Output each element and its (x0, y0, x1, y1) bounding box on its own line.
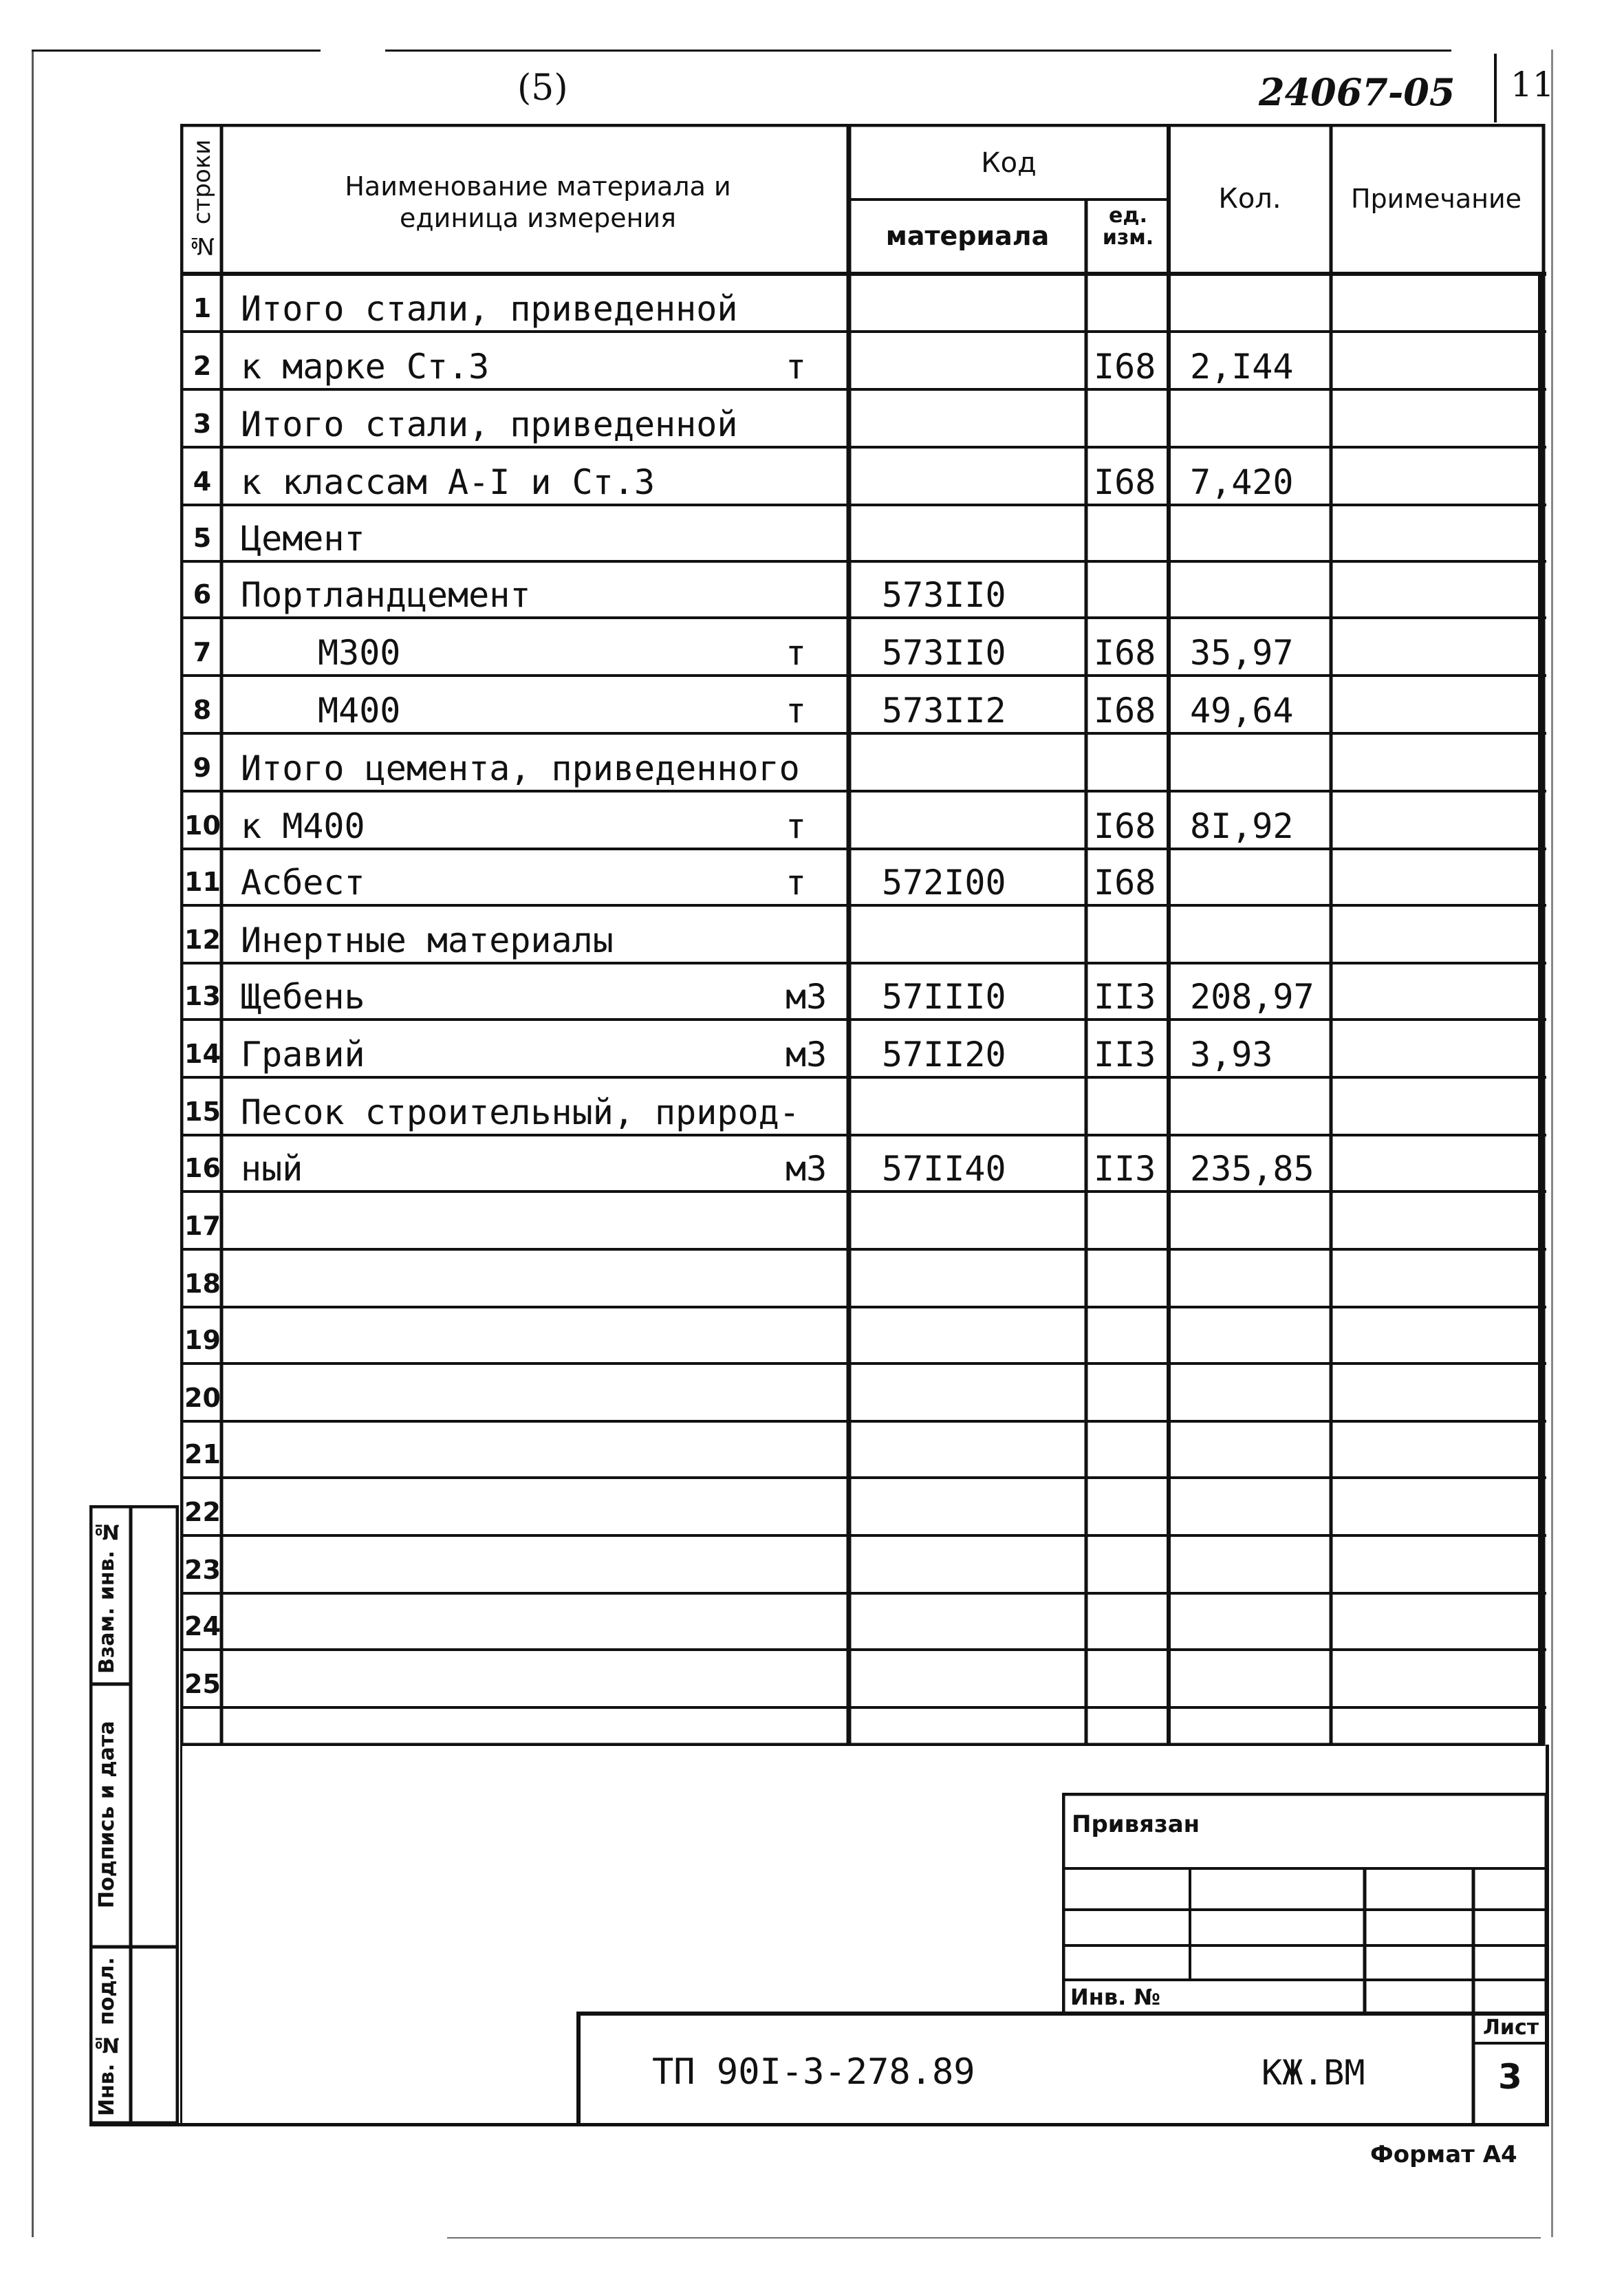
table-row (180, 1307, 1546, 1363)
table-row (180, 389, 1546, 447)
material-unit: м3 (786, 1149, 827, 1189)
title-block-main (576, 2012, 1549, 2126)
quantity: 2,I44 (1190, 347, 1294, 387)
quantity: 3,93 (1190, 1035, 1273, 1075)
material-name: М400 (318, 691, 401, 731)
table-row (180, 1478, 1546, 1535)
material-name: к классам А-I и Ст.3 (241, 462, 656, 502)
table-row (180, 447, 1546, 505)
material-unit: т (786, 633, 807, 673)
col-header-row-no: № строки (188, 139, 216, 260)
material-name: Цемент (241, 519, 365, 559)
row-number: 11 (184, 867, 221, 897)
stamp-podpis-data: Подпись и дата (95, 1721, 119, 1909)
table-row (180, 505, 1546, 561)
col-header-note: Примечание (1350, 184, 1522, 214)
table-row (180, 849, 1546, 905)
row-number: 24 (184, 1611, 221, 1641)
row-number: 7 (193, 637, 212, 667)
table-row (180, 1593, 1546, 1650)
material-unit: т (786, 863, 807, 903)
row-number: 21 (184, 1439, 221, 1469)
quantity: 8I,92 (1190, 806, 1294, 846)
privyazan-label: Привязан (1072, 1811, 1200, 1838)
col-header-code-material: материала (885, 221, 1050, 251)
row-number: 5 (193, 523, 212, 553)
table-row (180, 1535, 1546, 1593)
row-number: 10 (184, 810, 221, 841)
material-code: 57III0 (882, 977, 1006, 1017)
material-name: Итого стали, приведенной (241, 289, 738, 329)
row-number: 17 (184, 1211, 221, 1241)
material-code: 572I00 (882, 863, 1006, 903)
material-code: 57II40 (882, 1149, 1006, 1189)
table-row (180, 1650, 1546, 1707)
doc-number: ТП 90I-3-278.89 (652, 2051, 975, 2093)
material-name: к марке Ст.3 (241, 347, 490, 387)
row-number: 20 (184, 1383, 221, 1413)
table-row (180, 676, 1546, 733)
unit-code: II3 (1094, 977, 1156, 1017)
handwritten-doc-code: 24067-05 (1259, 70, 1455, 114)
table-row (180, 332, 1546, 389)
row-number: 9 (193, 753, 212, 783)
table-row (180, 1135, 1546, 1192)
material-unit: т (786, 347, 807, 387)
unit-code: I68 (1094, 462, 1156, 502)
stamp-inv-podl: Инв. № подл. (95, 1956, 119, 2116)
material-unit: т (786, 806, 807, 846)
table-row (180, 561, 1546, 618)
table-row (180, 905, 1546, 963)
row-number: 1 (193, 293, 212, 323)
quantity: 7,420 (1190, 462, 1294, 502)
table-row (180, 791, 1546, 849)
material-name: М300 (318, 633, 401, 673)
table-row (180, 963, 1546, 1020)
table-row (180, 1249, 1546, 1307)
quantity: 208,97 (1190, 977, 1314, 1017)
material-name: Гравий (241, 1035, 365, 1075)
page-mark: (5) (517, 67, 568, 109)
material-code: 57II20 (882, 1035, 1006, 1075)
row-number: 8 (193, 695, 212, 725)
material-name: ный (241, 1149, 303, 1189)
material-unit: т (786, 691, 807, 731)
table-row (180, 1192, 1546, 1249)
material-name: Песок строительный, природ- (241, 1092, 800, 1132)
unit-code: I68 (1094, 691, 1156, 731)
row-number: 19 (184, 1325, 221, 1355)
material-name: Асбест (241, 863, 365, 903)
row-number: 2 (193, 351, 212, 381)
table-row (180, 1077, 1546, 1135)
col-header-code: Код (981, 147, 1037, 179)
quantity: 35,97 (1190, 633, 1294, 673)
material-name: Итого цемента, приведенного (241, 748, 800, 788)
row-number: 13 (184, 981, 221, 1011)
table-row (180, 1363, 1546, 1421)
col-header-name: Наименование материала и единица измерения (345, 171, 731, 233)
row-number: 18 (184, 1269, 221, 1299)
doc-mark: КЖ.ВМ (1262, 2053, 1365, 2093)
row-number: 25 (184, 1669, 221, 1699)
material-unit: м3 (786, 1035, 827, 1075)
material-name: Портландцемент (241, 575, 531, 615)
row-number: 6 (193, 579, 212, 610)
col-header-code-unit: ед. изм. (1102, 204, 1154, 250)
row-number: 16 (184, 1153, 221, 1183)
table-row (180, 733, 1546, 791)
unit-code: I68 (1094, 347, 1156, 387)
row-number: 12 (184, 925, 221, 955)
quantity: 235,85 (1190, 1149, 1314, 1189)
material-name: Итого стали, приведенной (241, 405, 738, 444)
row-number: 22 (184, 1497, 221, 1527)
row-number: 14 (184, 1039, 221, 1069)
material-name: Щебень (241, 977, 365, 1017)
sheet-value: 3 (1498, 2057, 1522, 2097)
material-unit: м3 (786, 977, 827, 1017)
table-row (180, 1421, 1546, 1478)
materials-table (180, 124, 1546, 1746)
table-row (180, 618, 1546, 676)
unit-code: I68 (1094, 633, 1156, 673)
inv-no-label: Инв. № (1070, 1984, 1160, 2010)
unit-code: II3 (1094, 1149, 1156, 1189)
stamp-vzam-inv: Взам. инв. № (95, 1519, 119, 1674)
material-code: 573II2 (882, 691, 1006, 731)
col-header-qty: Кол. (1218, 183, 1281, 215)
material-name: к М400 (241, 806, 365, 846)
title-block-binding (1062, 1793, 1549, 2016)
unit-code: I68 (1094, 806, 1156, 846)
quantity: 49,64 (1190, 691, 1294, 731)
material-name: Инертные материалы (241, 920, 614, 960)
format-label: Формат А4 (1370, 2141, 1517, 2168)
unit-code: II3 (1094, 1035, 1156, 1075)
top-sheet-number: 11 (1511, 65, 1555, 105)
table-row (180, 274, 1546, 332)
side-stamp (89, 1505, 179, 2124)
row-number: 3 (193, 409, 212, 439)
row-number: 4 (193, 466, 212, 497)
row-number: 23 (184, 1555, 221, 1585)
sheet-label: Лист (1483, 2016, 1539, 2040)
material-code: 573II0 (882, 575, 1006, 615)
material-code: 573II0 (882, 633, 1006, 673)
unit-code: I68 (1094, 863, 1156, 903)
row-number: 15 (184, 1097, 221, 1127)
table-row (180, 1020, 1546, 1077)
